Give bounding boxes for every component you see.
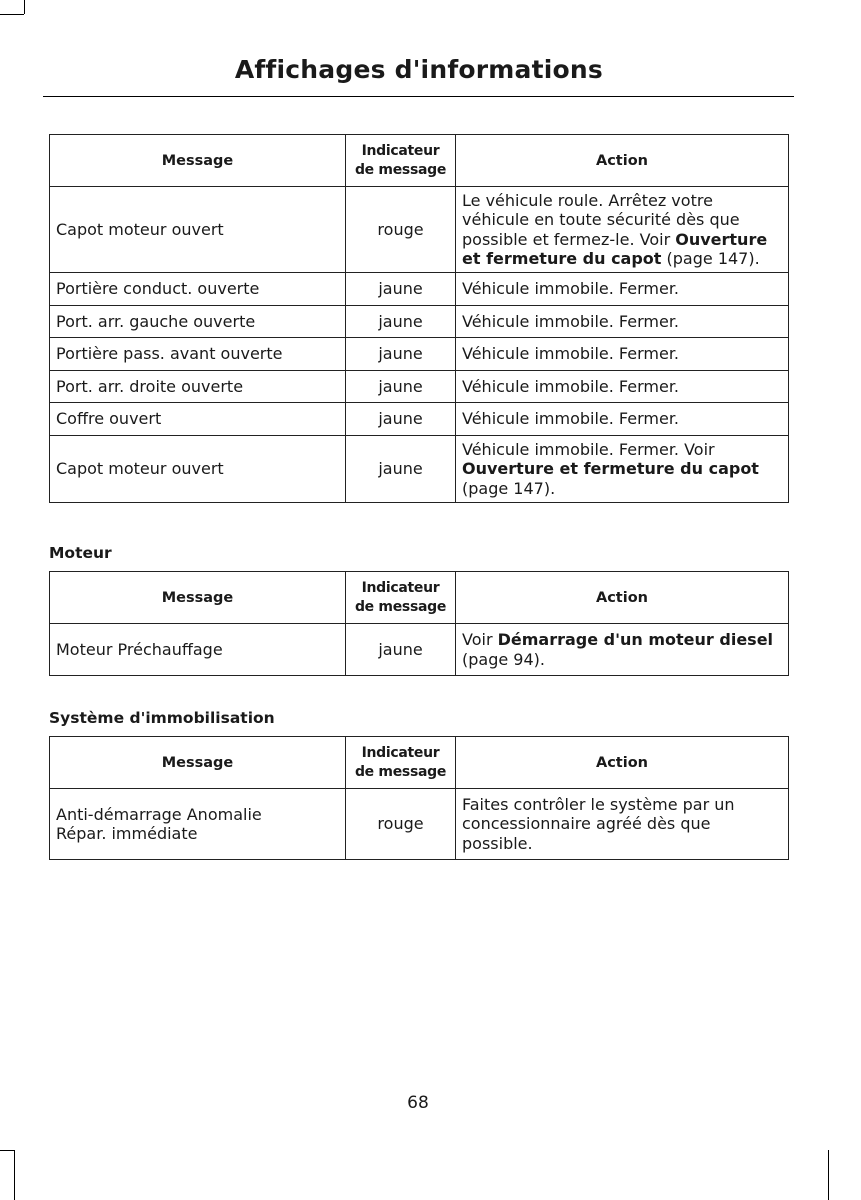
- header-message: Message: [50, 737, 346, 789]
- action-cell: Véhicule immobile. Fermer.: [456, 273, 789, 306]
- indicator-cell: jaune: [346, 273, 456, 306]
- message-cell: Capot moteur ouvert: [50, 436, 346, 503]
- indicator-cell: jaune: [346, 403, 456, 436]
- page-title: Affichages d'informations: [234, 55, 603, 84]
- crop-mark: [0, 14, 24, 15]
- message-cell: Moteur Préchauffage: [50, 624, 346, 676]
- action-cell: Véhicule immobile. Fermer.: [456, 306, 789, 338]
- crop-mark: [24, 0, 25, 14]
- table-row: [50, 436, 789, 503]
- action-text: Le véhicule roule. Arrêtez votre véhicule en toute sécurité dès que possible et fermez-le. Voir: [462, 190, 740, 249]
- message-cell: Port. arr. droite ouverte: [50, 371, 346, 403]
- header-action: Action: [456, 737, 789, 789]
- header-action: Action: [456, 135, 789, 187]
- indicator-cell: rouge: [346, 789, 456, 860]
- page-reference[interactable]: Ouverture et fermeture du capot: [462, 229, 768, 268]
- section-heading-immobilizer: Système d'immobilisation: [49, 709, 275, 727]
- page-number-ref: (page 147).: [661, 249, 760, 268]
- action-text: Véhicule immobile. Fermer. Voir: [462, 439, 715, 459]
- indicator-cell: jaune: [346, 371, 456, 403]
- action-cell: [456, 187, 789, 273]
- message-cell: Capot moteur ouvert: [50, 187, 346, 273]
- action-cell: [456, 436, 789, 503]
- section-heading-engine: Moteur: [49, 544, 112, 562]
- header-action: Action: [456, 572, 789, 624]
- messages-table-doors: [49, 134, 789, 503]
- table-row: [50, 624, 789, 676]
- page-reference[interactable]: Ouverture et fermeture du capot: [462, 459, 759, 479]
- header-message: Message: [50, 572, 346, 624]
- crop-mark: [0, 1150, 14, 1151]
- message-cell: Anti-démarrage Anomalie Répar. immédiate: [50, 789, 346, 860]
- table-header-row: [50, 135, 789, 187]
- page-reference[interactable]: Démarrage d'un moteur diesel: [497, 630, 774, 649]
- table-row: [50, 273, 789, 306]
- header-indicator: Indicateur de message: [346, 572, 456, 624]
- table-row: [50, 789, 789, 860]
- table-row: [50, 371, 789, 403]
- indicator-cell: rouge: [346, 187, 456, 273]
- crop-mark: [14, 1150, 15, 1200]
- table-row: [50, 338, 789, 371]
- messages-table-immobilizer: [49, 736, 789, 860]
- message-cell: Coffre ouvert: [50, 403, 346, 436]
- indicator-cell: jaune: [346, 624, 456, 676]
- crop-mark: [828, 1150, 829, 1200]
- message-cell: Portière conduct. ouverte: [50, 273, 346, 306]
- table-row: [50, 403, 789, 436]
- title-divider: [43, 96, 794, 97]
- action-cell: Véhicule immobile. Fermer.: [456, 338, 789, 371]
- action-cell: Véhicule immobile. Fermer.: [456, 403, 789, 436]
- action-cell: Faites contrôler le système par un concessionnaire agréé dès que possible.: [456, 789, 789, 860]
- page-number-ref: (page 94).: [462, 649, 545, 669]
- table-header-row: [50, 737, 789, 789]
- message-cell: Port. arr. gauche ouverte: [50, 306, 346, 338]
- header-indicator: Indicateur de message: [346, 737, 456, 789]
- indicator-cell: jaune: [346, 436, 456, 503]
- message-cell: Portière pass. avant ouverte: [50, 338, 346, 371]
- table-header-row: [50, 572, 789, 624]
- page-number: 68: [407, 1093, 429, 1113]
- page-number-ref: (page 147).: [462, 478, 556, 498]
- table-row: [50, 187, 789, 273]
- messages-table-engine: [49, 571, 789, 676]
- indicator-cell: jaune: [346, 338, 456, 371]
- indicator-cell: jaune: [346, 306, 456, 338]
- header-message: Message: [50, 135, 346, 187]
- header-indicator: Indicateur de message: [346, 135, 456, 187]
- action-cell: Véhicule immobile. Fermer.: [456, 371, 789, 403]
- action-text: Voir: [462, 630, 498, 649]
- table-row: [50, 306, 789, 338]
- action-cell: [456, 624, 789, 676]
